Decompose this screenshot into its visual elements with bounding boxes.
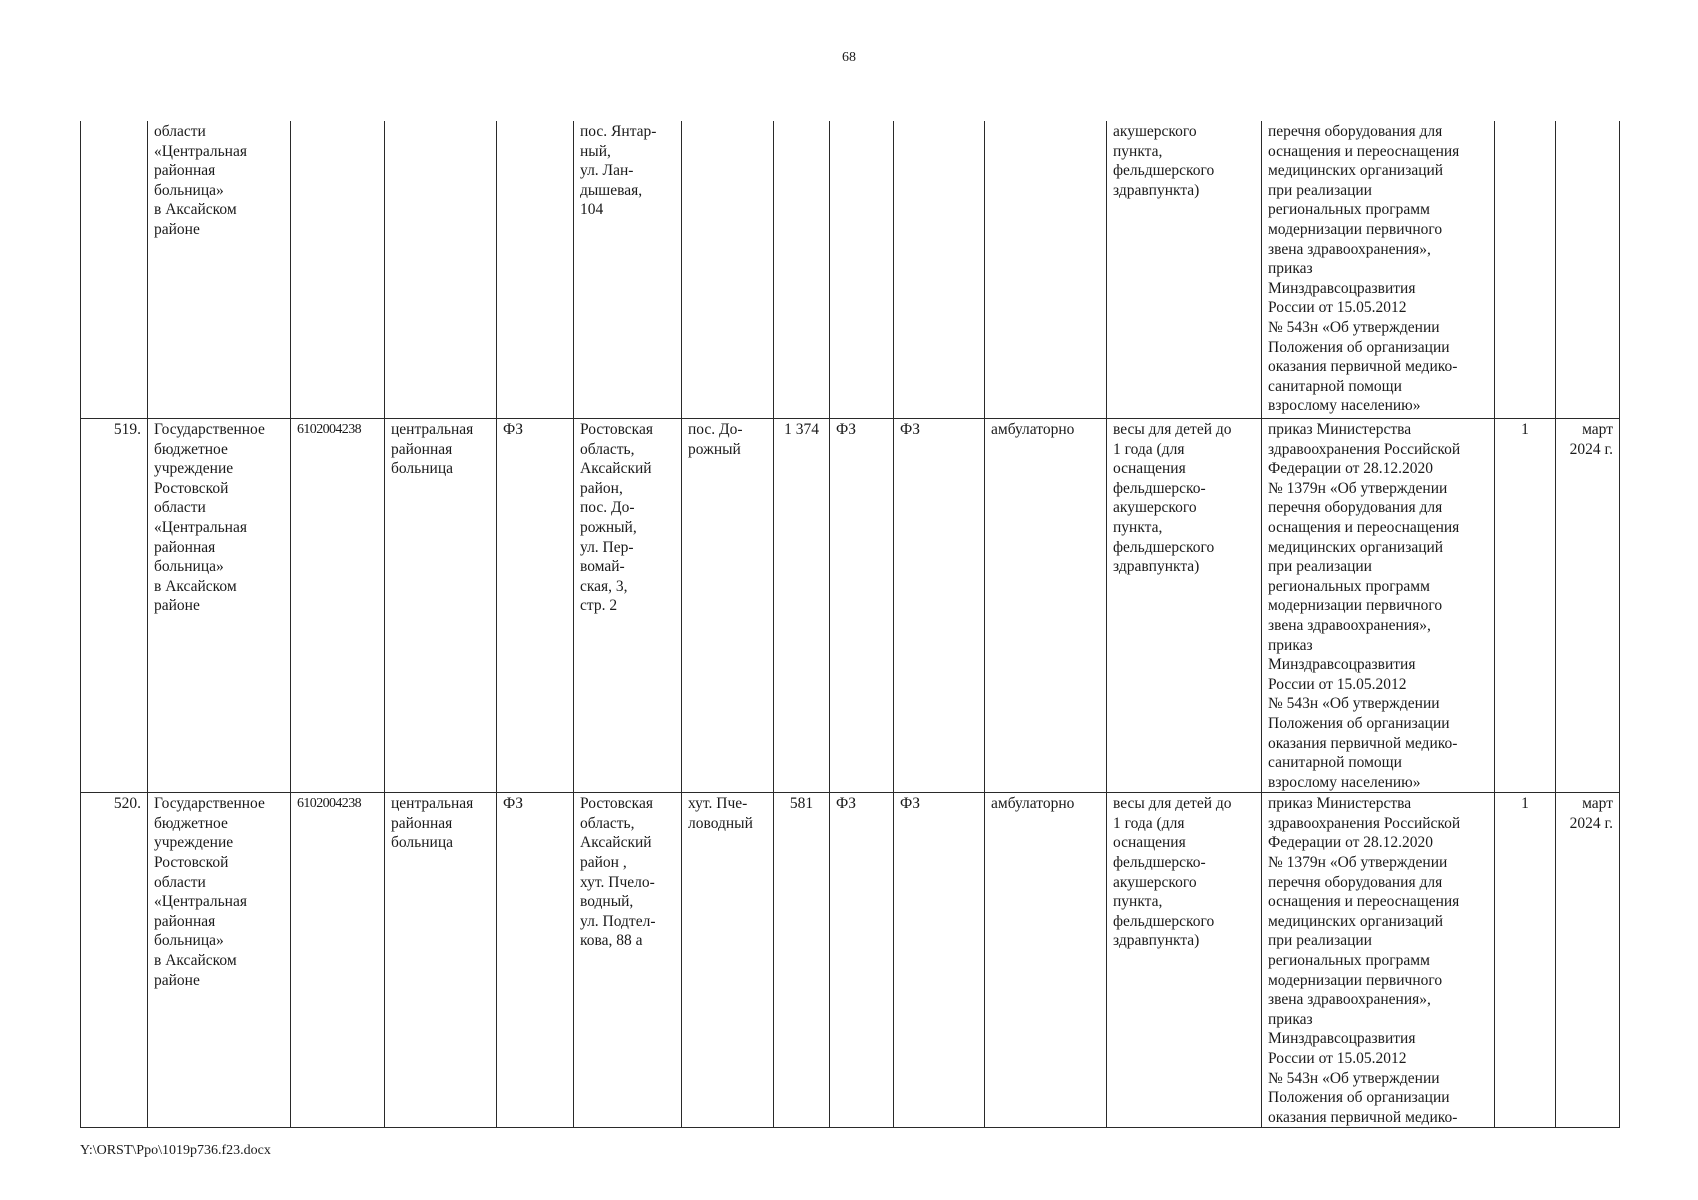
- cell-col8: ФЗ: [830, 793, 894, 1128]
- cell-organization: Государственное бюджетное учреждение Ростовской области «Центральная районная больница» в Аксайском районе: [148, 419, 291, 793]
- cell-unit-kind: [497, 121, 574, 419]
- cell-quantity: 1: [1495, 793, 1556, 1128]
- cell-number: [81, 121, 148, 419]
- cell-col9: ФЗ: [894, 419, 985, 793]
- cell-date: март 2024 г.: [1556, 793, 1620, 1128]
- cell-legal-basis: приказ Министерства здравоохранения Российской Федерации от 28.12.2020 № 1379н «Об утверждении перечня оборудования для оснащения и переоснащения медицинских организаций при реализации региональных программ модернизации первичного звена здравоохранения», приказ Минздравсоцразвития России от 15.05.2012 № 543н «Об утверждении Положения об организации оказания первичной медико-: [1262, 793, 1495, 1128]
- cell-inn: [291, 121, 385, 419]
- cell-equipment: акушерского пункта, фельдшерского здравпункта): [1107, 121, 1262, 419]
- cell-care-form: амбулаторно: [985, 419, 1107, 793]
- cell-date: [1556, 121, 1620, 419]
- cell-quantity: 1: [1495, 419, 1556, 793]
- cell-care-form: амбулаторно: [985, 793, 1107, 1128]
- table-row: [81, 121, 1620, 419]
- page-number: 68: [842, 50, 856, 65]
- footer-file-path: Y:\ORST\Ppo\1019p736.f23.docx: [80, 1143, 271, 1158]
- cell-organization: области «Центральная районная больница» в Аксайском районе: [148, 121, 291, 419]
- cell-care-form: [985, 121, 1107, 419]
- cell-unit-kind: ФЗ: [497, 419, 574, 793]
- cell-col9: ФЗ: [894, 793, 985, 1128]
- registry-table: [80, 121, 1620, 1128]
- cell-address: Ростовская область, Аксайский район, пос. До- рожный, ул. Пер- вомай- ская, 3, стр. 2: [574, 419, 682, 793]
- table-row: [81, 793, 1620, 1128]
- table-row: [81, 419, 1620, 793]
- cell-number: 520.: [81, 793, 148, 1128]
- cell-col9: [894, 121, 985, 419]
- cell-quantity: [1495, 121, 1556, 419]
- cell-address: Ростовская область, Аксайский район , хут. Пчело- водный, ул. Подтел- кова, 88 а: [574, 793, 682, 1128]
- cell-organization-type: центральная районная больница: [385, 793, 497, 1128]
- cell-population: 581: [774, 793, 830, 1128]
- cell-col8: ФЗ: [830, 419, 894, 793]
- cell-inn: 6102004238: [291, 419, 385, 793]
- cell-date: март 2024 г.: [1556, 419, 1620, 793]
- cell-settlement: хут. Пче- ловодный: [682, 793, 774, 1128]
- cell-equipment: весы для детей до 1 года (для оснащения фельдшерско- акушерского пункта, фельдшерского здравпункта): [1107, 419, 1262, 793]
- cell-col8: [830, 121, 894, 419]
- cell-organization-type: [385, 121, 497, 419]
- cell-equipment: весы для детей до 1 года (для оснащения фельдшерско- акушерского пункта, фельдшерского здравпункта): [1107, 793, 1262, 1128]
- cell-number: 519.: [81, 419, 148, 793]
- cell-settlement: пос. До- рожный: [682, 419, 774, 793]
- cell-inn: 6102004238: [291, 793, 385, 1128]
- cell-settlement: [682, 121, 774, 419]
- cell-legal-basis: перечня оборудования для оснащения и переоснащения медицинских организаций при реализации региональных программ модернизации первичного звена здравоохранения», приказ Минздравсоцразвития России от 15.05.2012 № 543н «Об утверждении Положения об организации оказания первичной медико- санитарной помощи взрослому населению»: [1262, 121, 1495, 419]
- cell-population: [774, 121, 830, 419]
- cell-population: 1 374: [774, 419, 830, 793]
- cell-address: пос. Янтар- ный, ул. Лан- дышевая, 104: [574, 121, 682, 419]
- cell-organization-type: центральная районная больница: [385, 419, 497, 793]
- cell-legal-basis: приказ Министерства здравоохранения Российской Федерации от 28.12.2020 № 1379н «Об утверждении перечня оборудования для оснащения и переоснащения медицинских организаций при реализации региональных программ модернизации первичного звена здравоохранения», приказ Минздравсоцразвития России от 15.05.2012 № 543н «Об утверждении Положения об организации оказания первичной медико- санитарной помощи взрослому населению»: [1262, 419, 1495, 793]
- cell-unit-kind: ФЗ: [497, 793, 574, 1128]
- cell-organization: Государственное бюджетное учреждение Ростовской области «Центральная районная больница» в Аксайском районе: [148, 793, 291, 1128]
